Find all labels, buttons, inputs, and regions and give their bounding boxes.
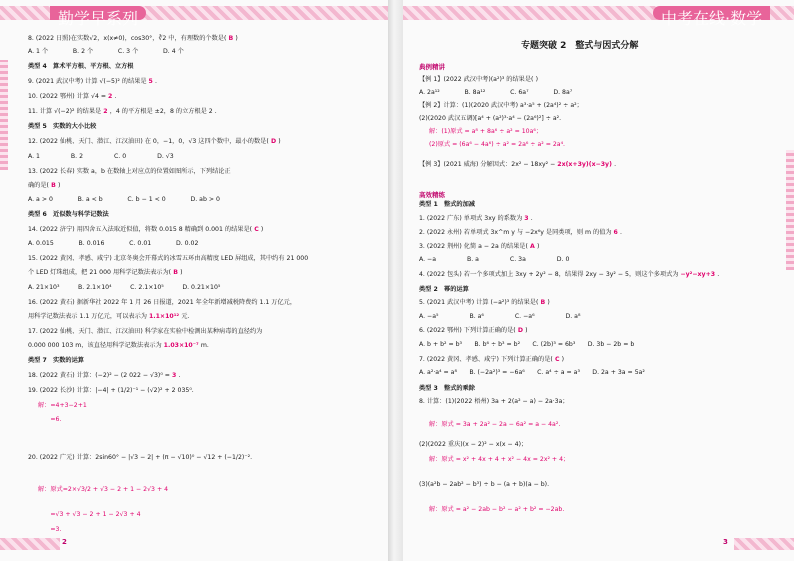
answer-text: B	[171, 269, 181, 276]
line-text: 类型 7 实数的运算	[28, 357, 84, 364]
line-text: 类型 1 整式的加减	[419, 201, 475, 208]
line-text: 13. (2022 长春) 实数 a，b 在数轴上对应点的位置如图所示，下列结论正	[28, 168, 231, 175]
question-line	[419, 242, 539, 251]
line-text: (3)(a²b − 2ab² − b³) ÷ b − (a + b)(a − b).	[419, 481, 550, 488]
question-line	[28, 34, 238, 43]
line-text: 19. (2022 长沙) 计算：|−4| + (1/2)⁻¹ − (√2)² + 2 035⁰.	[28, 387, 194, 394]
line-text: (2)(2022 重庆)(x − 2)² − x(x − 4)；	[419, 441, 528, 448]
question-line	[419, 355, 564, 364]
line-text: 17. (2022 仙桃、天门、潜江、江汉油田) 科学家在实验中检测出某种病毒的直径约为	[28, 328, 263, 335]
line-text: 3. (2022 荆州) 化简 a − 2a 的结果是(	[419, 243, 528, 250]
answer-text: A	[527, 243, 537, 250]
answer-text: 2x(x+3y)(x−3y)	[557, 161, 615, 168]
question-line	[419, 368, 645, 377]
question-line	[28, 92, 116, 101]
line-text: A. −a⁵ B. a⁶ C. −a⁶ D. a⁸	[419, 313, 581, 320]
question-line	[419, 160, 616, 169]
line-text: 0.000 000 103 m，该直径用科学记数法表示为	[28, 342, 164, 349]
solution-line	[38, 525, 61, 534]
answer-text: D	[268, 138, 279, 145]
answer-text: D	[515, 327, 526, 334]
question-line	[28, 239, 198, 248]
section-type-heading	[419, 285, 469, 294]
line-text: 6. (2022 鄂州) 下列计算正确的是(	[419, 327, 516, 334]
line-text: =6.	[38, 416, 62, 423]
line-text: A. 1 个 B. 2 个 C. 3 个 D. 4 个	[28, 48, 184, 55]
question-line	[419, 255, 569, 264]
line-text: 8. (2022 日照)在实数√2，x(x≠0)，cos30°，∛2 中，有理数的个数是(	[28, 35, 227, 42]
question-line	[28, 327, 262, 336]
line-tail: )	[235, 35, 238, 42]
answer-text: 2	[103, 108, 110, 115]
question-line	[28, 283, 220, 292]
line-text: (2)原式 = (6a⁶ − 4a⁶) ÷ a² = 2a⁶ ÷ a² = 2a⁴.	[429, 141, 566, 148]
answer-text: 1.1×10¹²	[148, 313, 182, 320]
line-text: A. 2a¹² B. 8a¹² C. 6a⁷ D. 8a⁷	[419, 89, 573, 96]
question-line	[28, 268, 183, 277]
question-line	[28, 386, 194, 395]
question-line	[28, 167, 231, 176]
line-tail: )	[278, 138, 281, 145]
answer-text: 3	[171, 372, 179, 379]
line-text: 个 LED 灯珠组成，把 21 000 用科学记数法表示为(	[28, 269, 172, 276]
line-tail: )	[525, 327, 528, 334]
line-tail: )	[58, 182, 61, 189]
line-text: A. a > 0 B. a < b C. b − 1 < 0 D. ab > 0	[28, 196, 220, 203]
line-tail: .	[614, 161, 617, 168]
answer-text: 3	[524, 215, 531, 222]
tag-practice: 高效精练	[419, 191, 445, 199]
line-text: 4. (2022 包头) 若一个多项式加上 3xy + 2y² − 8，结果得 2xy − 3y² − 5，则这个多项式为	[419, 271, 681, 278]
answer-text: C	[252, 226, 261, 233]
right-page	[403, 0, 794, 561]
line-text: 确的是(	[28, 182, 49, 189]
question-line	[419, 397, 569, 406]
line-text: 20. (2022 广元) 计算：2sin60° − |√3 − 2| + (π − √10)⁰ − √12 + (−1/2)⁻².	[28, 454, 253, 461]
left-page	[0, 0, 388, 561]
line-text: 12. (2022 仙桃、天门、潜江、江汉油田) 在 0，−1，0，√3 这四个数中，最小的数是(	[28, 138, 269, 145]
line-tail: .	[620, 229, 622, 236]
section-type-heading	[28, 122, 96, 131]
line-text: A. 0.015 B. 0.016 C. 0.01 D. 0.02	[28, 240, 199, 247]
line-text: 【例 2】计算：(1)(2020 武汉中考) a³·a⁵ + (2a⁴)² ÷ a²；	[419, 102, 583, 109]
page-header-left: 勤学早系列	[50, 6, 146, 20]
question-line	[419, 75, 538, 84]
question-line	[28, 181, 60, 190]
question-line	[28, 195, 220, 204]
answer-text: 1.03×10⁻⁷	[163, 342, 201, 349]
tag-example: 典例精讲	[419, 63, 445, 71]
answer-text: B	[48, 182, 59, 189]
side-band	[786, 150, 794, 270]
line-text: 解：(1)原式 = a⁸ + 8a⁶ ÷ a² = 10a⁶；	[429, 128, 543, 135]
line-text: A. b + b² = b³ B. b⁶ ÷ b³ = b² C. (2b)³ = 6b³ D. 3b − 2b = b	[419, 341, 635, 348]
question-line	[419, 228, 622, 237]
line-text: =√3 + √3 − 2 + 1 − 2√3 + 4	[38, 511, 141, 518]
answer-text: B	[538, 299, 548, 306]
question-line	[419, 101, 583, 110]
line-text: 2. (2022 永州) 若单项式 3x^m y 与 −2x⁶y 是同类项，则 m 的值为	[419, 229, 614, 236]
question-line	[28, 225, 263, 234]
line-text: 14. (2022 济宁) 用四舍五入法取近似值，将数 0.015 8 精确到 0.001 的结果是(	[28, 226, 253, 233]
solution-line	[38, 401, 87, 410]
footer-stripe	[734, 538, 794, 550]
book-gutter	[388, 0, 403, 561]
line-text: 15. (2022 黄冈、孝感、咸宁) 北京冬奥会开幕式的冰雪五环由高精度 LED 屏组成，其中约有 21 000	[28, 255, 309, 262]
answer-text: 6	[613, 229, 621, 236]
question-line	[28, 107, 217, 116]
question-line	[28, 453, 252, 462]
solution-line	[38, 485, 168, 494]
line-text: 1. (2022 广东) 单项式 3xy 的系数为	[419, 215, 525, 222]
answer-text: 2	[108, 93, 115, 100]
line-text: A. 1 B. 2 C. 0 D. √3	[28, 153, 174, 160]
answer-text: B	[226, 35, 236, 42]
line-text: 类型 6 近似数与科学记数法	[28, 211, 109, 218]
line-text: 类型 4 算术平方根、平方根、立方根	[28, 63, 134, 70]
question-line	[419, 480, 549, 489]
line-text: 类型 2 幂的运算	[419, 286, 469, 293]
line-tail: .	[178, 372, 181, 379]
solution-line	[429, 505, 564, 514]
question-line	[419, 270, 719, 279]
answer-text: −y²−xy+3	[680, 271, 718, 278]
line-tail: )	[547, 299, 550, 306]
section-type-heading	[419, 200, 475, 209]
line-text: 16. (2022 黄石) 据新华社 2022 年 1 月 26 日报道，2021 年全年新增减税降费约 1.1 万亿元，	[28, 299, 297, 306]
line-text: 18. (2022 黄石) 计算：(−2)² − (2 022 − √3)⁰ =	[28, 372, 172, 379]
solution-line	[429, 127, 542, 136]
line-tail: )	[180, 269, 183, 276]
solution-line	[429, 420, 560, 429]
question-line	[28, 47, 184, 56]
question-line	[28, 137, 281, 146]
question-line	[419, 214, 533, 223]
line-text: 8. 计算：(1)(2022 梧州) 3a + 2(a² − a) − 2a·3a；	[419, 398, 569, 405]
question-line	[419, 88, 572, 97]
solution-line	[429, 140, 565, 149]
question-line	[419, 440, 527, 449]
line-text: 类型 3 整式的乘除	[419, 385, 475, 392]
line-text: 类型 5 实数的大小比较	[28, 123, 97, 130]
line-text: 7. (2022 黄冈、孝感、咸宁) 下列计算正确的是(	[419, 356, 553, 363]
section-title: 专题突破 2 整式与因式分解	[521, 41, 639, 51]
line-tail: 元.	[181, 313, 190, 320]
question-line	[28, 341, 209, 350]
line-text: 解：原式=2×√3/2 + √3 − 2 + 1 − 2√3 + 4	[38, 486, 169, 493]
question-line	[28, 152, 174, 161]
question-line	[419, 312, 580, 321]
solution-line	[38, 510, 141, 519]
solution-line	[429, 455, 569, 464]
line-text: =3.	[38, 526, 62, 533]
line-text: A. a²·a⁴ = a⁸ B. (−2a²)³ = −6a⁶ C. a⁴ ÷ a = a³ D. 2a + 3a = 5a²	[419, 369, 645, 376]
line-text: (2)(2020 武汉五调)[a⁴ + (a²)³·a⁴ − (2a⁶)²] ÷ a².	[419, 115, 562, 122]
line-tail: )	[561, 356, 565, 363]
line-text: 9. (2021 武汉中考) 计算 √(−5)² 的结果是	[28, 78, 149, 85]
line-tail: .	[530, 215, 533, 222]
answer-text: 5	[148, 78, 155, 85]
line-tail: )	[535, 76, 539, 83]
section-type-heading	[28, 210, 109, 219]
line-text: A. 21×10³ B. 2.1×10⁴ C. 2.1×10⁵ D. 0.21×10⁵	[28, 284, 221, 291]
line-text: 【例 3】(2021 威海) 分解因式：2x² − 18xy² −	[419, 161, 558, 168]
question-line	[28, 254, 308, 263]
section-type-heading	[28, 62, 133, 71]
line-text: 10. (2022 鄂州) 计算 √4 =	[28, 93, 109, 100]
page-number-left: 2	[62, 538, 67, 546]
answer-text: C	[552, 356, 562, 363]
line-text: 11. 计算 √(−2)² 的结果是	[28, 108, 104, 115]
line-tail: )	[536, 243, 540, 250]
question-line	[419, 298, 550, 307]
question-line	[419, 326, 528, 335]
page-number-right: 3	[723, 538, 728, 546]
line-tail: .	[717, 271, 720, 278]
line-text: 解：=4+3−2+1	[38, 402, 87, 409]
line-text: 【例 1】(2022 武汉中考)(a²)³ 的结果是(	[419, 76, 534, 83]
line-text: 用科学记数法表示 1.1 万亿元，可以表示为	[28, 313, 149, 320]
line-tail: m.	[200, 342, 209, 349]
section-type-heading	[419, 384, 475, 393]
line-text: 解：原式 = a² − 2ab − b² − a² + b² = −2ab.	[429, 506, 565, 513]
question-line	[28, 77, 157, 86]
line-tail: )	[260, 226, 264, 233]
line-tail: .	[155, 78, 157, 85]
line-text: 5. (2021 武汉中考) 计算 (−a²)³ 的结果是(	[419, 299, 539, 306]
line-tail: ，4 的平方根是 ±2，8 的立方根是 2 .	[109, 108, 217, 115]
line-tail: .	[114, 93, 117, 100]
section-type-heading	[28, 356, 84, 365]
solution-line	[38, 415, 61, 424]
side-band	[0, 60, 8, 170]
question-line	[28, 312, 189, 321]
line-text: A. −a B. a C. 3a D. 0	[419, 256, 570, 263]
page-header-right: 中考在线·数学	[653, 6, 770, 20]
line-text: 解：原式 = x² + 4x + 4 + x² − 4x = 2x² + 4；	[429, 456, 570, 463]
line-text: 解：原式 = 3a + 2a² − 2a − 6a² = a − 4a².	[429, 421, 561, 428]
footer-stripe	[0, 538, 60, 550]
question-line	[28, 371, 180, 380]
question-line	[419, 114, 561, 123]
question-line	[419, 340, 634, 349]
question-line	[28, 298, 296, 307]
